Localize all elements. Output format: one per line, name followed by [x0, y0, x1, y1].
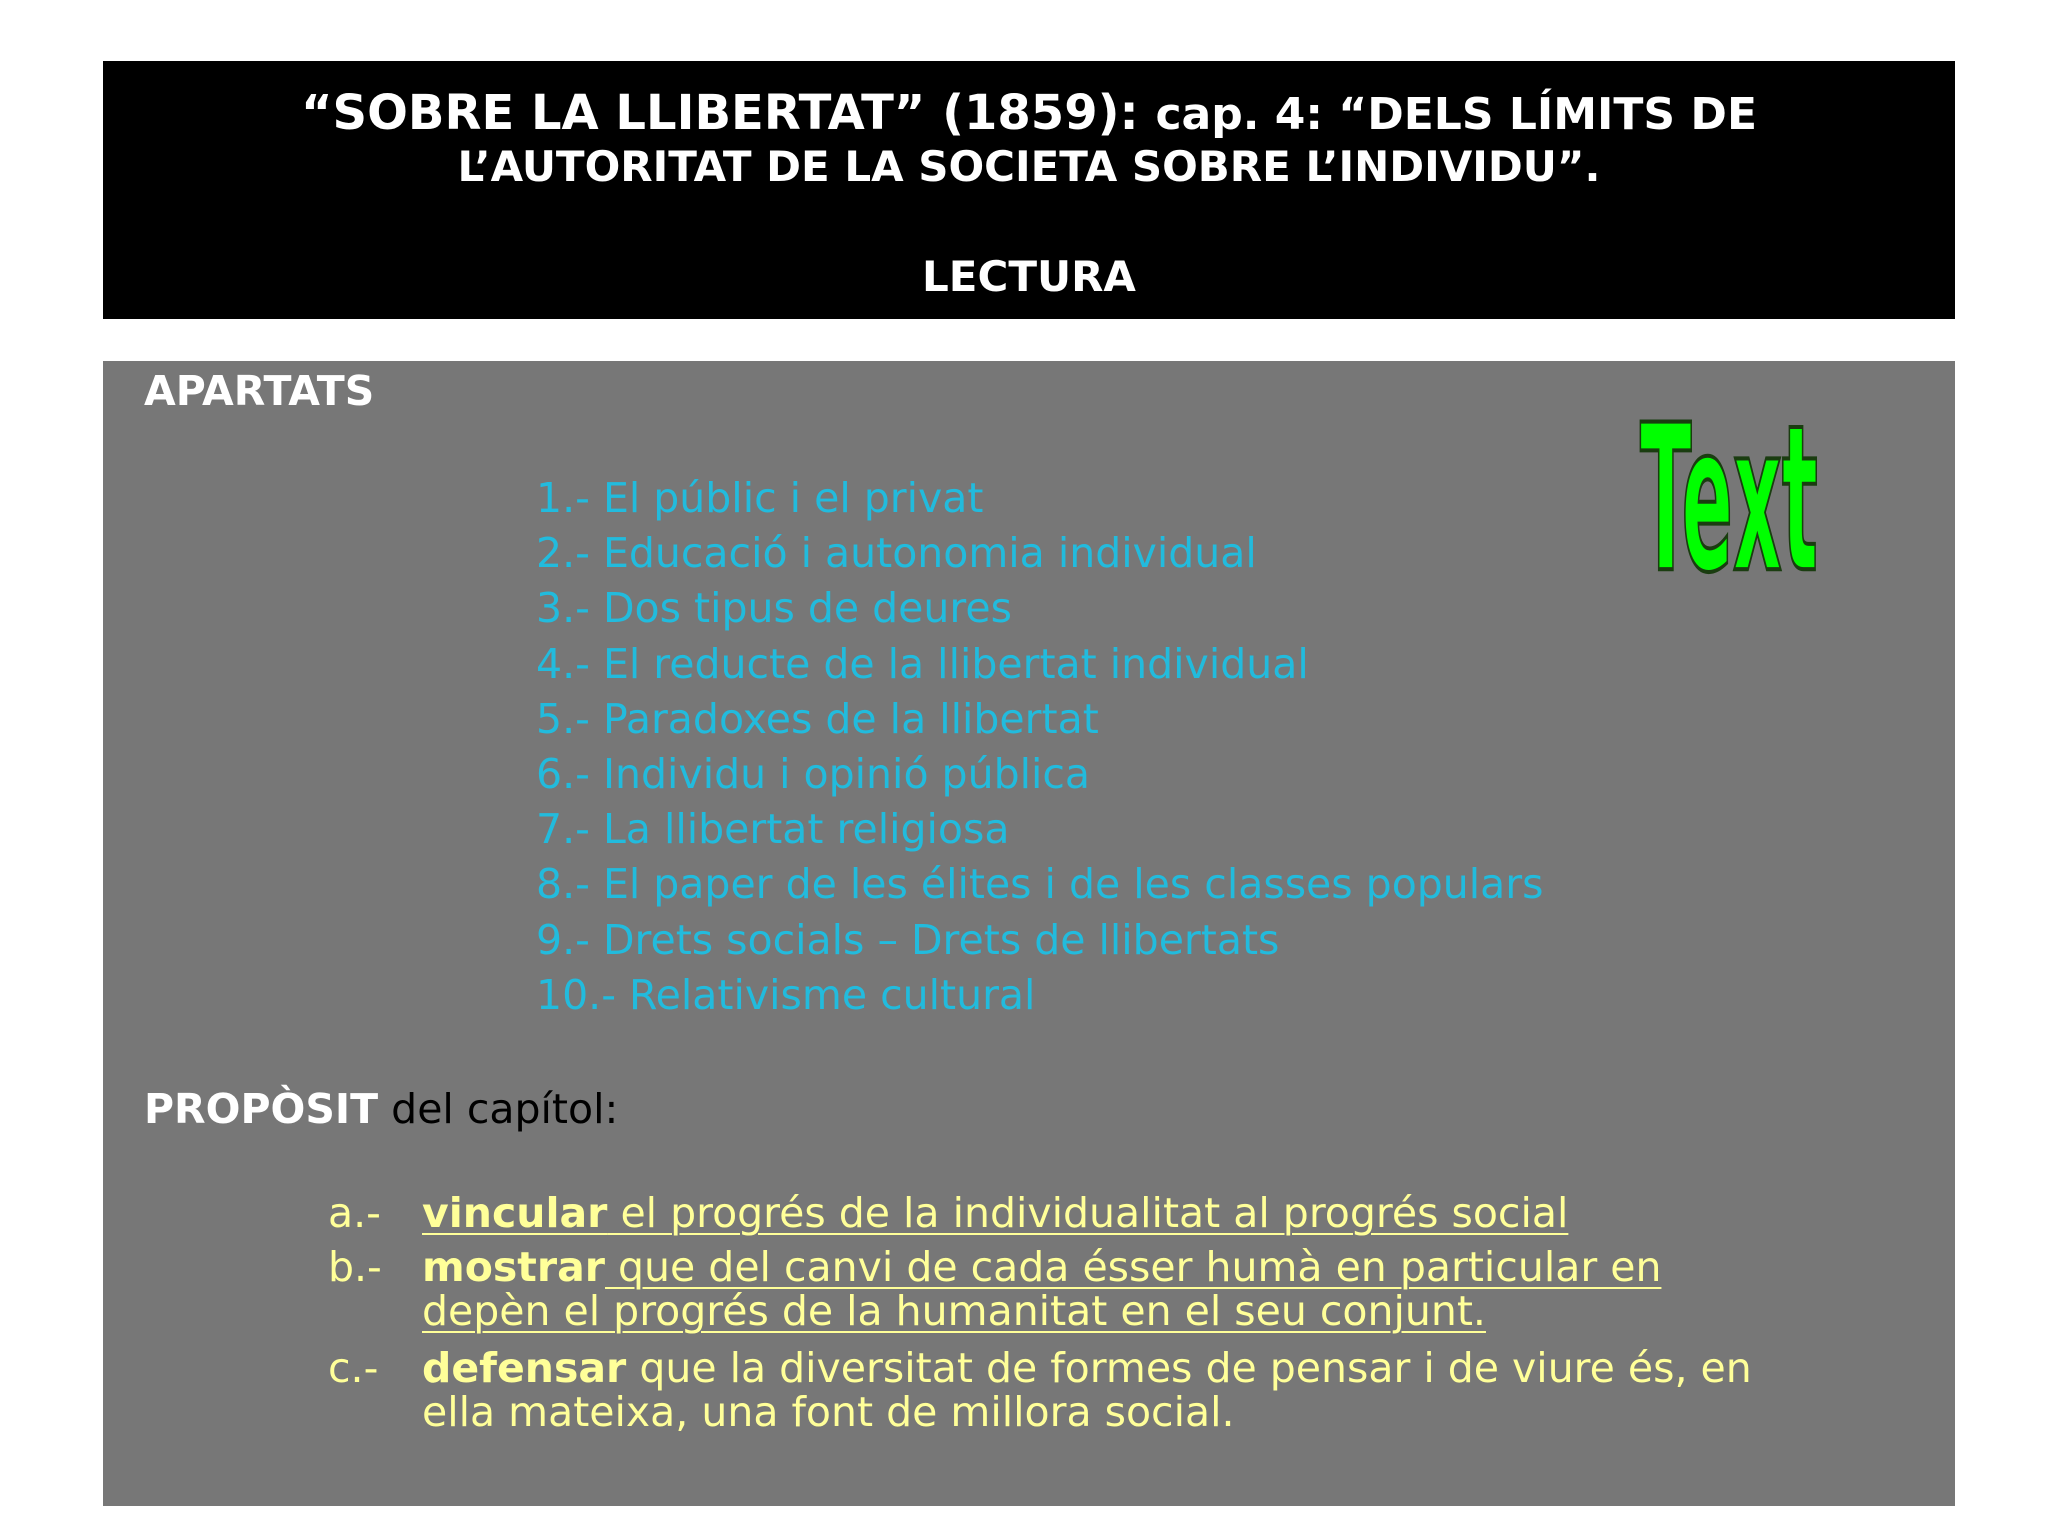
title-banner [103, 61, 1955, 319]
section-item: 1.- El públic i el privat [536, 474, 984, 522]
title-chapter: cap. 4: “DELS LÍMITS DE [1155, 89, 1757, 140]
proposit-heading [144, 1079, 618, 1139]
section-item: 6.- Individu i opinió pública [536, 750, 1091, 799]
section-item: 4.- El reducte de la llibertat individual [536, 639, 1309, 688]
logo-text: Text [1640, 382, 1818, 619]
section-item: 7.- La llibertat religiosa [536, 805, 1010, 854]
section-list [536, 471, 1544, 1023]
content-panel [103, 361, 1955, 1506]
proposit-rest: del capítol: [378, 1085, 619, 1133]
section-item: 10.- Relativisme cultural [536, 970, 1036, 1019]
purpose-item-b [328, 1245, 1661, 1333]
proposit-lead: PROPÒSIT [144, 1085, 379, 1133]
section-item: 9.- Drets socials – Drets de llibertats [536, 915, 1280, 964]
purpose-text: que del canvi de cada ésser humà en particular en [605, 1243, 1662, 1291]
section-item: 3.- Dos tipus de deures [536, 584, 1012, 633]
title-main: “SOBRE LA LLIBERTAT” (1859): [301, 85, 1139, 141]
title-line-1 [103, 85, 1955, 143]
purpose-verb: mostrar [422, 1243, 605, 1291]
section-item: 5.- Paradoxes de la llibertat [536, 694, 1099, 743]
purpose-text: que la diversitat de formes de pensar i de viure és, en [626, 1344, 1752, 1392]
purpose-verb: defensar [422, 1344, 627, 1392]
purpose-item-c [328, 1346, 1752, 1434]
text-wordart-logo [1633, 382, 1833, 619]
purpose-text: el progrés de la individualitat al progrés social [607, 1189, 1569, 1237]
purpose-item-a [328, 1191, 1568, 1235]
purpose-text-cont: depèn el progrés de la humanitat en el seu conjunt. [422, 1287, 1486, 1335]
purpose-letter: c.- [328, 1344, 379, 1392]
title-subtitle: LECTURA [922, 252, 1136, 301]
apartats-heading: APARTATS [144, 367, 375, 415]
title-line-2: L’AUTORITAT DE LA SOCIETA SOBRE L’INDIVIDU”. [457, 142, 1601, 191]
purpose-letter: b.- [328, 1243, 382, 1291]
section-item: 8.- El paper de les élites i de les classes populars [536, 860, 1544, 909]
section-item: 2.- Educació i autonomia individual [536, 529, 1257, 578]
purpose-letter: a.- [328, 1189, 381, 1237]
purpose-verb: vincular [422, 1189, 608, 1237]
purpose-text-cont: ella mateixa, una font de millora social. [422, 1388, 1235, 1436]
